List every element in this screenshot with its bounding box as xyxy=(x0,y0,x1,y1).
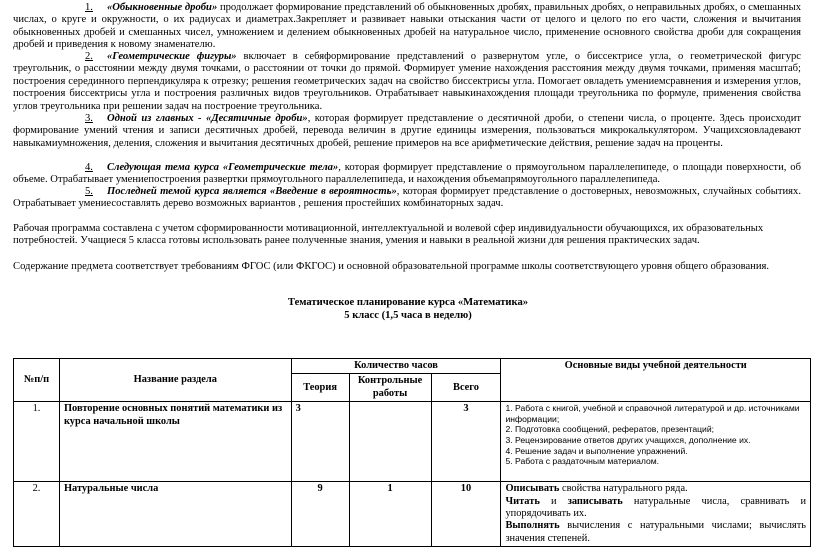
activity-item: 4. Решение задач и выполнение упражнений. xyxy=(505,445,688,456)
activity-item: 5. Работа с раздаточным материалом. xyxy=(505,456,660,467)
intro-item-2 xyxy=(13,51,801,113)
row-activities xyxy=(501,482,811,547)
header-activities: Основные виды учебной деятельности xyxy=(501,359,811,402)
activity-item: 3. Рецензирование ответов других учащихся, дополнение их. xyxy=(505,435,751,445)
content-paragraph: Содержание предмета соответствует требованиям ФГОС (или ФКГОС) и основной образовательной программе школы соответствующего уровня общего образования. xyxy=(13,261,770,272)
item-number: 5. xyxy=(85,186,93,197)
row-control: 1 xyxy=(349,482,431,547)
row-num: 1. xyxy=(14,402,60,482)
row-total: 3 xyxy=(431,402,501,482)
row-total: 10 xyxy=(431,482,501,547)
item-title: Следующая тема курса «Геометрические тела» xyxy=(106,162,339,173)
row-section: Натуральные числа xyxy=(59,482,291,547)
activity-verb: Описывать xyxy=(505,483,560,495)
item-number: 4. xyxy=(85,162,93,173)
item-number: 2. xyxy=(85,51,93,62)
header-section: Название раздела xyxy=(59,359,291,402)
item-text: включает в себяформирование представлений о развернутом угле, о биссектрисе угла, о геометрической фигурс треугольник, о расстоянии между двумя точками, о расстоянии от точки до прямой. Формирует умение нахождения расстояния между двумя точками, применяя масштаб; построения серединного перпендикуляра к отрезку; решения геометрических задач на свойство биссектрисы угла. Помогает овладеть умениемсравнения и измерения углов, построения биссектрисы угла и построения различных видов треугольников. Отрабатывает навыкинахождения площади треугольника по формуле, применения свойства углов треугольника при решении задач на построение треугольника. xyxy=(13,51,801,112)
intro-item-1 xyxy=(13,2,801,52)
row-theory: 9 xyxy=(291,482,349,547)
activity-text: вычисления с натуральными числами; вычислять значения степеней. xyxy=(505,520,806,544)
item-title: «Обыкновенные дроби» xyxy=(106,2,218,13)
table-row xyxy=(14,482,811,547)
intro-item-4 xyxy=(13,162,801,187)
header-total: Всего xyxy=(431,374,501,402)
plan-table xyxy=(13,358,811,547)
activity-verb: записывать xyxy=(567,495,623,507)
activity-verb: Читать xyxy=(505,495,540,507)
header-control: Контрольные работы xyxy=(349,374,431,402)
row-control xyxy=(349,402,431,482)
intro-item-5 xyxy=(13,186,801,211)
activity-item xyxy=(505,496,806,521)
item-text: продолжает формирование представлений об обыкновенных дробях, правильных дробях, о неправильных дробях, о смешанных числах, о круге и окружности, о их радиусах и диаметрах.Закрепляет и развивает навыки отыскания части от целого и целого по его части, сложения и вычитания обыкновенных дробей и смешанных чисел, умножением и делением обыкновенных дробей на натуральное число, применение основного свойства дроби для сокращения дробей и приведения к новому знаменателю. xyxy=(13,2,801,51)
item-number: 1. xyxy=(85,2,93,13)
item-text: , которая формирует представление о достоверных, невозможных, случайных событиях. Отрабатывает умениесоставлять дерево возможных вариантов , решения простейших комбинаторных задач. xyxy=(13,186,801,210)
activity-verb: Выполнять xyxy=(505,520,560,532)
header-num: №п/п xyxy=(14,359,60,402)
activity-conj: и xyxy=(539,495,568,507)
plan-title: Тематическое планирование курса «Математика» xyxy=(287,297,529,308)
item-title: «Геометрические фигуры» xyxy=(106,51,237,62)
row-activities xyxy=(501,402,811,482)
row-num: 2. xyxy=(14,482,60,547)
table-row xyxy=(14,402,811,482)
activity-item: 1. Работа с книгой, учебной и справочной литературой и др. источниками информации; xyxy=(505,403,800,424)
activity-item xyxy=(505,483,806,495)
item-title: Последней темой курса является «Введение в вероятность» xyxy=(106,186,397,197)
intro-item-3 xyxy=(13,113,801,150)
row-theory: 3 xyxy=(291,402,349,482)
item-title: Одной из главных - «Десятичные дроби» xyxy=(106,113,308,124)
header-hours: Количество часов xyxy=(291,359,501,374)
activity-item xyxy=(505,520,806,545)
program-paragraph: Рабочая программа составлена с учетом сформированности мотивационной, интеллектуальной и волевой сфер индивидуальности обучающихся, их образовательных потребностей. Учащиеся 5 класса готовы использовать ранее полученные знания, умения и навыки в реальной жизни для решения практических задач. xyxy=(13,223,764,247)
header-theory: Теория xyxy=(291,374,349,402)
row-section: Повторение основных понятий математики из курса начальной школы xyxy=(59,402,291,482)
header-row-1 xyxy=(14,359,811,374)
plan-subtitle: 5 класс (1,5 часа в неделю) xyxy=(344,310,472,321)
activity-text: натуральные числа, сравнивать и упорядочивать их. xyxy=(505,495,807,520)
item-number: 3. xyxy=(85,113,93,124)
activity-text: свойства натурального ряда. xyxy=(559,483,688,495)
item-text: , которая формирует представление о прямоугольном параллелепипеде, о площади поверхности, об объеме. Отрабатывает умениепостроения развертки прямоугольного параллелепипеда, и нахождения объемапрямоугольного параллелепипеда. xyxy=(13,162,801,186)
item-text: , которая формирует представление о десятичной дроби, о степени числа, о проценте. Здесь происходит формирование умений чтения и записи десятичных дробей, перевода величин в другие единицы измерения, пользоваться микрокалькулятором. Учащихсяовладевают навыкамиумножения, деления, сложения и вычитания десятичных дробей, решение примеров на все арифметические действия, решение задач на проценты. xyxy=(13,113,801,149)
activity-item: 2. Подготовка сообщений, рефератов, презентаций; xyxy=(505,424,715,435)
